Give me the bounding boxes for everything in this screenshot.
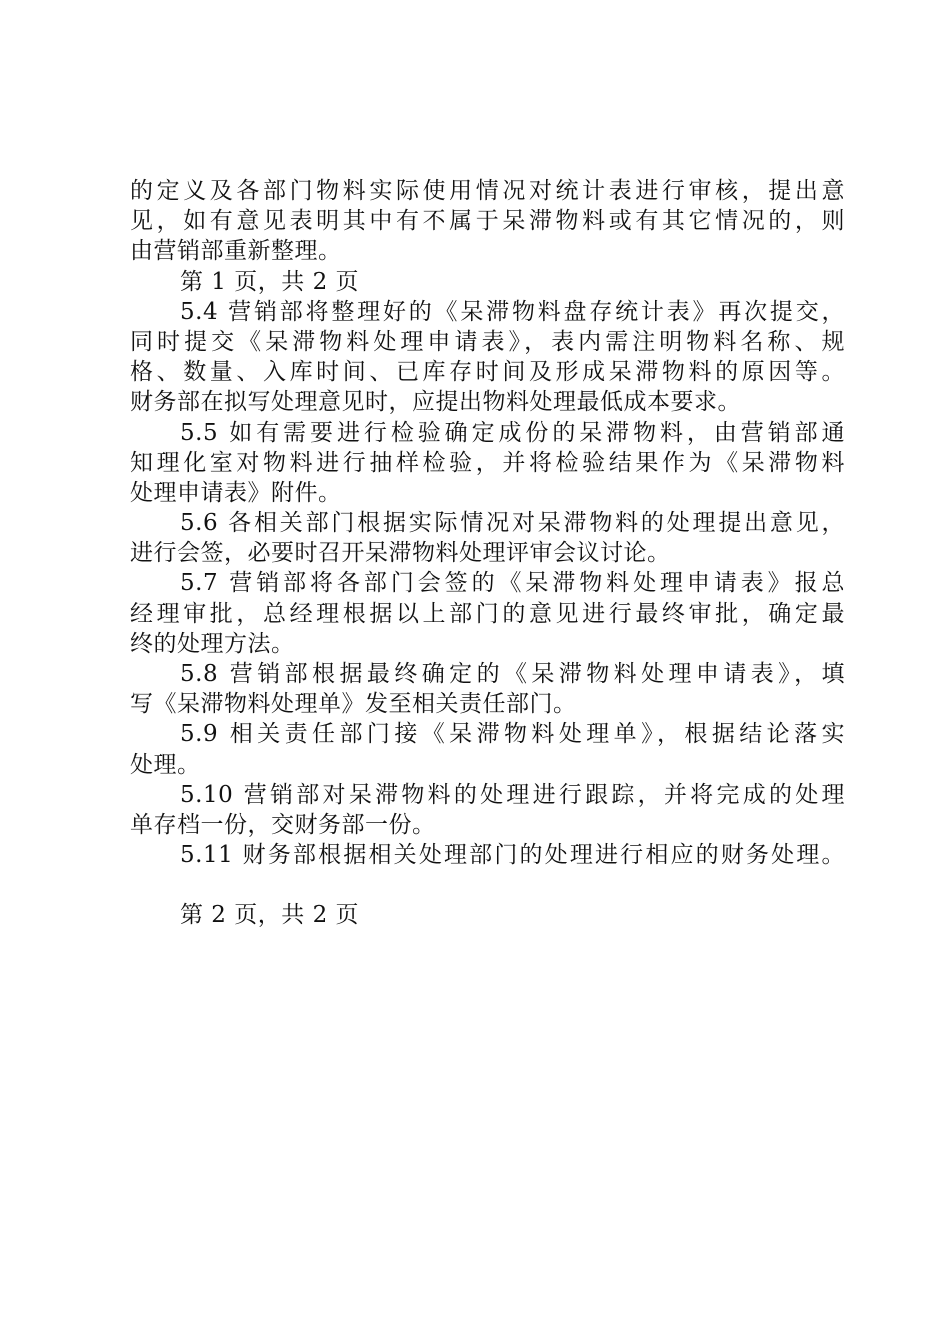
text-line: 见，如有意见表明其中有不属于呆滞物料或有其它情况的，则 bbox=[130, 208, 845, 235]
text-line: 5.11 财务部根据相关处理部门的处理进行相应的财务处理。 bbox=[180, 842, 845, 869]
text-line: 格、数量、入库时间、已库存时间及形成呆滞物料的原因等。 bbox=[130, 359, 845, 386]
text-line: 单存档一份，交财务部一份。 bbox=[130, 811, 436, 838]
item-5-4 bbox=[130, 297, 845, 418]
text-line: 终的处理方法。 bbox=[130, 630, 295, 657]
item-5-5 bbox=[130, 418, 845, 509]
item-5-9 bbox=[130, 719, 845, 779]
text-line: 写《呆滞物料处理单》发至相关责任部门。 bbox=[130, 691, 577, 718]
spacer bbox=[130, 870, 845, 900]
page-marker: 第 1 页，共 2 页 bbox=[180, 268, 360, 295]
item-5-10 bbox=[130, 780, 845, 840]
item-5-11 bbox=[130, 840, 845, 870]
text-line: 的定义及各部门物料实际使用情况对统计表进行审核，提出意 bbox=[130, 178, 845, 204]
text-line: 5.6 各相关部门根据实际情况对呆滞物料的处理提出意见， bbox=[180, 510, 845, 537]
text-line: 5.9 相关责任部门接《呆滞物料处理单》，根据结论落实 bbox=[180, 721, 845, 748]
text-line: 5.4 营销部将整理好的《呆滞物料盘存统计表》再次提交， bbox=[180, 298, 845, 325]
text-line: 财务部在拟写处理意见时，应提出物料处理最低成本要求。 bbox=[130, 389, 741, 416]
text-line: 经理审批，总经理根据以上部门的意见进行最终审批，确定最 bbox=[130, 600, 845, 627]
text-line: 知理化室对物料进行抽样检验，并将检验结果作为《呆滞物料 bbox=[130, 449, 845, 476]
page-marker: 第 2 页，共 2 页 bbox=[180, 902, 360, 929]
text-line: 5.8 营销部根据最终确定的《呆滞物料处理申请表》，填 bbox=[180, 661, 845, 687]
item-5-6 bbox=[130, 508, 845, 568]
item-5-7 bbox=[130, 568, 845, 659]
item-5-8 bbox=[130, 659, 845, 719]
text-line: 5.7 营销部将各部门会签的《呆滞物料处理申请表》报总 bbox=[180, 570, 845, 597]
text-line: 处理。 bbox=[130, 751, 201, 778]
text-line: 5.10 营销部对呆滞物料的处理进行跟踪，并将完成的处理 bbox=[180, 781, 845, 808]
document-page bbox=[130, 176, 845, 931]
text-line: 5.5 如有需要进行检验确定成份的呆滞物料，由营销部通 bbox=[180, 419, 845, 446]
intro-paragraph bbox=[130, 176, 845, 267]
text-line: 由营销部重新整理。 bbox=[130, 238, 342, 265]
text-line: 处理申请表》附件。 bbox=[130, 479, 342, 506]
text-line: 同时提交《呆滞物料处理申请表》，表内需注明物料名称、规 bbox=[130, 328, 845, 355]
text-line: 进行会签，必要时召开呆滞物料处理评审会议讨论。 bbox=[130, 540, 671, 567]
